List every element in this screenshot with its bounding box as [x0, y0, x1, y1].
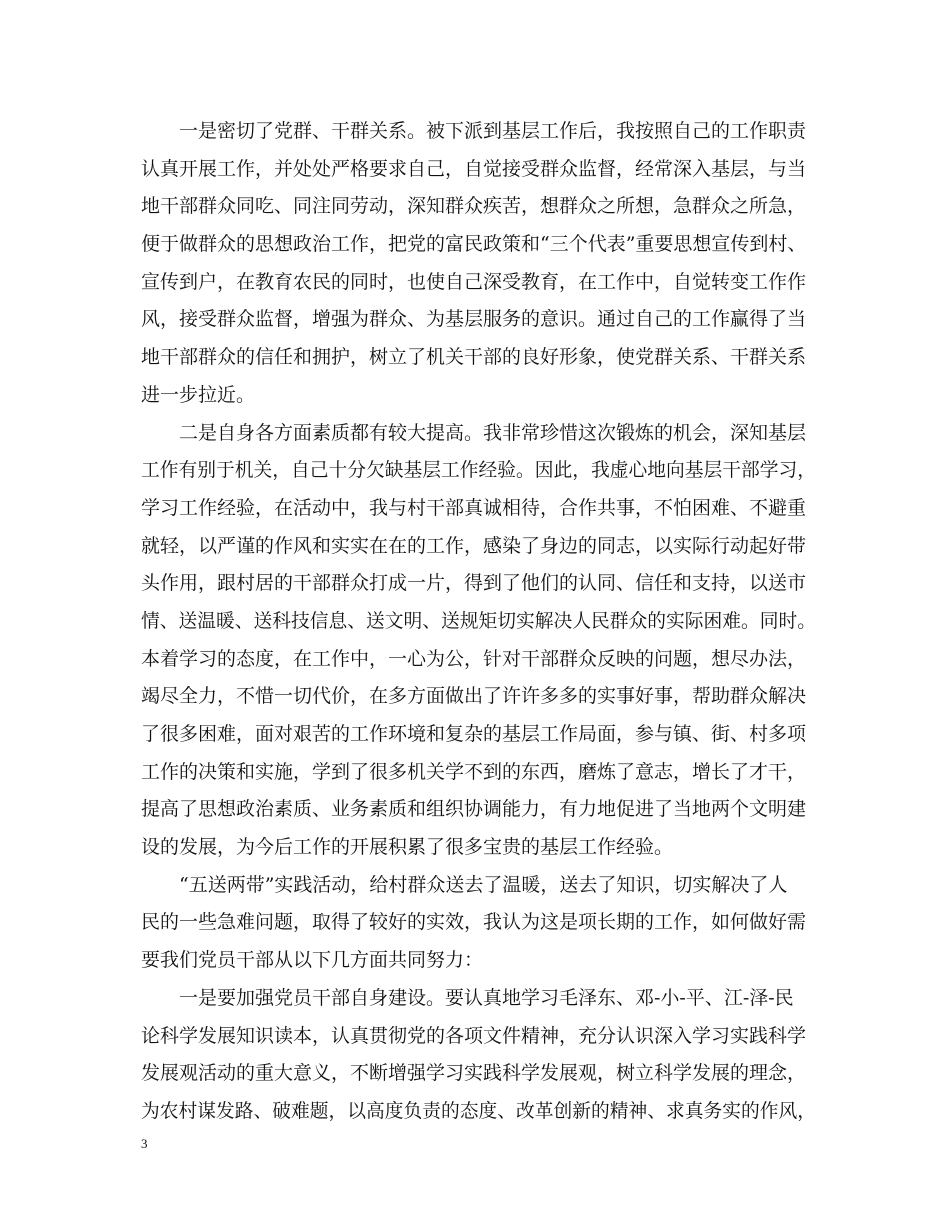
text-line: 宣传到户，在教育农民的同时，也使自己深受教育，在工作中，自觉转变工作作: [141, 270, 807, 293]
text-line: 竭尽全力，不惜一切代价，在多方面做出了许许多多的实事好事，帮助群众解决: [141, 685, 807, 708]
text-line: 为农村谋发路、破难题，以高度负责的态度、改革创新的精神、求真务实的作风，: [141, 1100, 816, 1122]
text-line: 便于做群众的思想政治工作，把党的富民政策和“三个代表”重要思想宣传到村、: [141, 233, 807, 256]
text-line: 头作用，跟村居的干部群众打成一片，得到了他们的认同、信任和支持，以送市: [141, 572, 807, 595]
text-line: 认真开展工作，并处处严格要求自己，自觉接受群众监督，经常深入基层，与当: [141, 157, 807, 180]
text-line: 民的一些急难问题，取得了较好的实效，我认为这是项长期的工作，如何做好需: [141, 911, 807, 934]
document-body: [141, 113, 821, 1131]
text-line: 要我们党员干部从以下几方面共同努力：: [141, 949, 484, 972]
text-line: 地干部群众的信任和拥护，树立了机关干部的良好形象，使党群关系、干群关系: [141, 346, 807, 369]
text-line: “五送两带”实践活动，给村群众送去了温暖，送去了知识，切实解决了人: [179, 873, 788, 896]
text-line: 进一步拉近。: [141, 383, 256, 406]
text-line: 就轻，以严谨的作风和实实在在的工作，感染了身边的同志，以实际行动起好带: [141, 534, 807, 557]
text-line: 地干部群众同吃、同注同劳动，深知群众疾苦，想群众之所想，急群众之所急，: [141, 195, 807, 218]
text-line: 了很多困难，面对艰苦的工作环境和复杂的基层工作局面，参与镇、街、村多项: [141, 723, 807, 745]
text-line: 二是自身各方面素质都有较大提高。我非常珍惜这次锻炼的机会，深知基层: [179, 421, 807, 444]
page-number: 3: [141, 1136, 148, 1151]
text-line: 学习工作经验，在活动中，我与村干部真诚相待，合作共事，不怕困难、不避重: [141, 496, 807, 519]
text-line: 情、送温暖、送科技信息、送文明、送规矩切实解决人民群众的实际困难。同时。: [141, 610, 816, 632]
text-line: 一是密切了党群、干群关系。被下派到基层工作后，我按照自己的工作职责: [179, 120, 807, 142]
text-line: 风，接受群众监督，增强为群众、为基层服务的意识。通过自己的工作赢得了当: [141, 308, 807, 331]
text-line: 一是要加强党员干部自身建设。要认真地学习毛泽东、邓-小-平、江-泽-民: [179, 986, 794, 1009]
text-line: 发展观活动的重大意义，不断增强学习实践科学发展观，树立科学发展的理念，: [141, 1062, 807, 1085]
text-line: 设的发展，为今后工作的开展积累了很多宝贵的基层工作经验。: [141, 836, 674, 859]
text-line: 本着学习的态度，在工作中，一心为公，针对干部群众反映的问题，想尽办法，: [141, 647, 807, 670]
text-line: 论科学发展知识读本，认真贯彻党的各项文件精神，充分认识深入学习实践科学: [141, 1024, 807, 1047]
text-line: 工作的决策和实施，学到了很多机关学不到的东西，磨炼了意志，增长了才干，: [141, 760, 807, 783]
text-line: 提高了思想政治素质、业务素质和组织协调能力，有力地促进了当地两个文明建: [141, 798, 807, 821]
text-line: 工作有别于机关，自己十分欠缺基层工作经验。因此，我虚心地向基层干部学习，: [141, 460, 816, 482]
